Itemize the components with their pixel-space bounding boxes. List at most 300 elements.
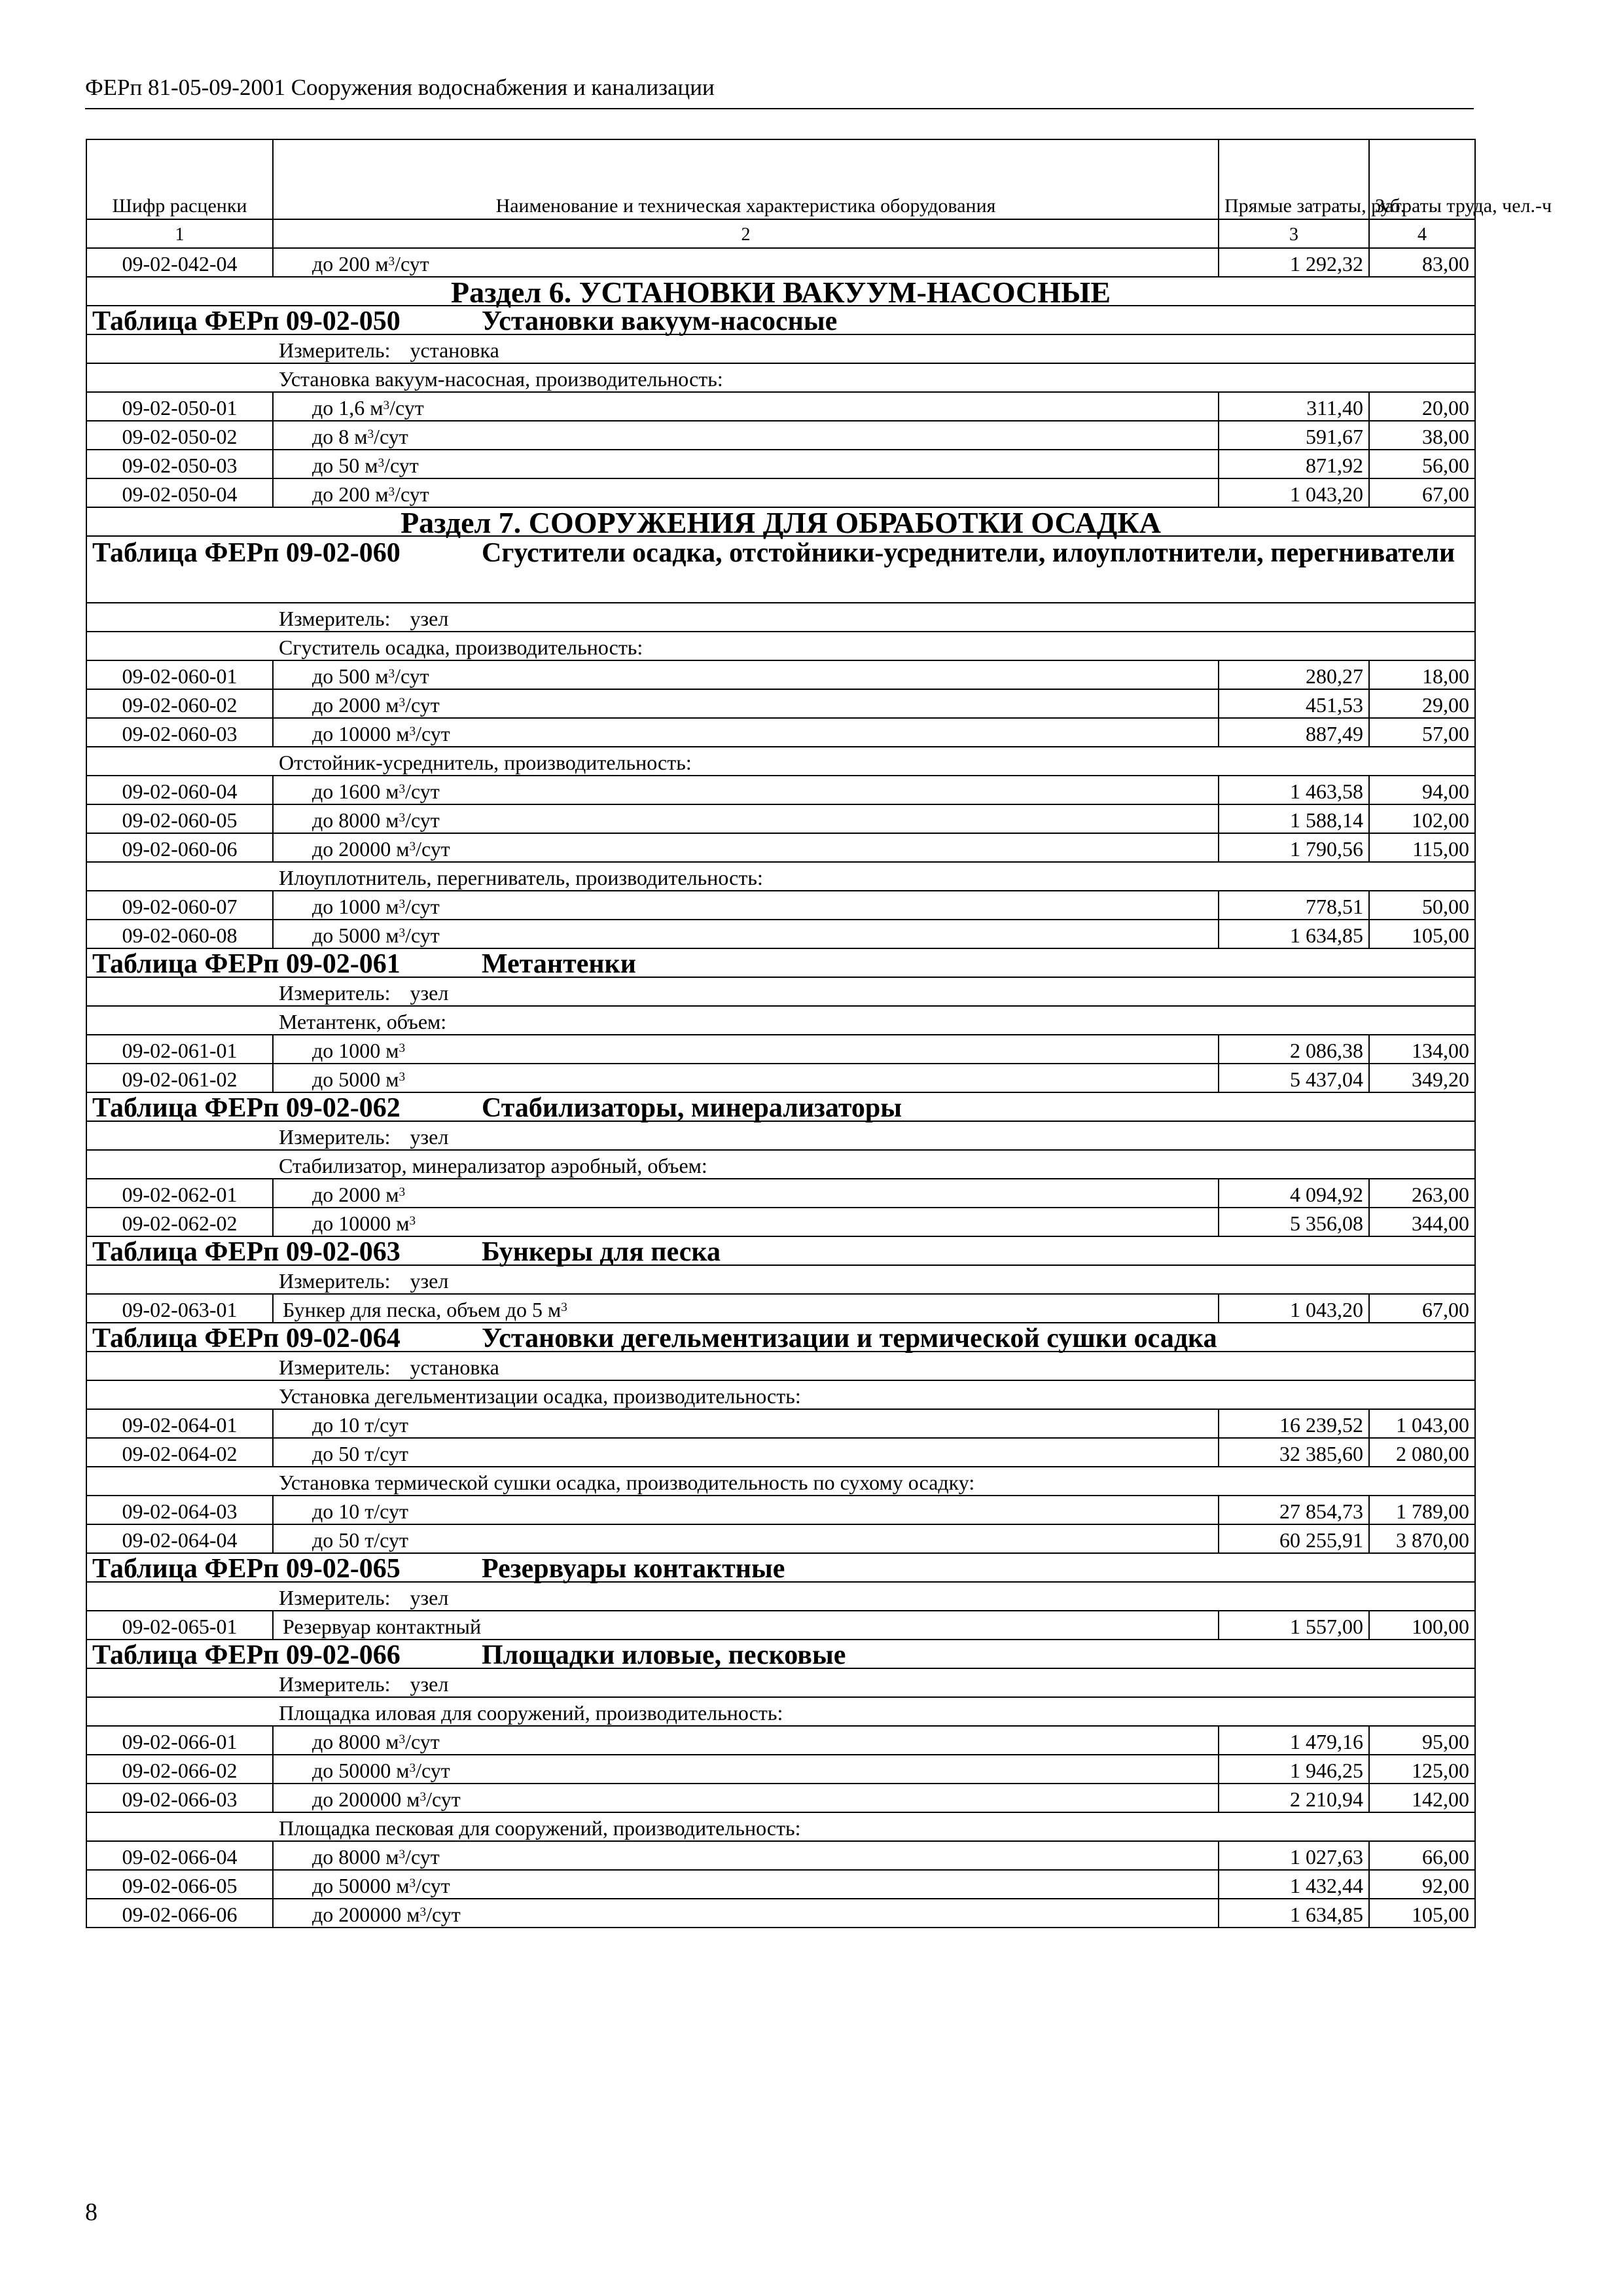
table-code: Таблица ФЕРп 09-02-065 xyxy=(92,1554,401,1584)
description-suffix: /сут xyxy=(426,1787,461,1811)
rate-description xyxy=(273,1035,1219,1064)
rate-code: 09-02-066-01 xyxy=(86,1726,273,1755)
group-cell xyxy=(86,1380,1475,1409)
table-title: Установки дегельментизации и термической сушки осадка xyxy=(482,1323,1217,1354)
col-header-cost: Прямые затраты, руб. xyxy=(1219,139,1369,219)
measure-row xyxy=(86,977,1475,1006)
labor-cost: 83,00 xyxy=(1369,248,1475,277)
group-row xyxy=(86,1150,1475,1179)
table-code: Таблица ФЕРп 09-02-050 xyxy=(92,306,401,336)
direct-cost: 280,27 xyxy=(1219,660,1369,689)
header-divider xyxy=(85,108,1474,109)
group-row xyxy=(86,862,1475,891)
col-index-3: 3 xyxy=(1219,219,1369,248)
direct-cost: 16 239,52 xyxy=(1219,1409,1369,1438)
description-text xyxy=(283,1211,416,1236)
description-text xyxy=(283,894,440,919)
rate-code: 09-02-062-02 xyxy=(86,1208,273,1236)
direct-cost: 1 027,63 xyxy=(1219,1841,1369,1870)
group-row xyxy=(86,632,1475,660)
group-cell xyxy=(86,1812,1475,1841)
direct-cost: 1 634,85 xyxy=(1219,1899,1369,1928)
table-heading-row xyxy=(86,536,1475,603)
rate-code: 09-02-063-01 xyxy=(86,1294,273,1323)
labor-cost: 18,00 xyxy=(1369,660,1475,689)
group-label: Установка дегельментизации осадка, производительность: xyxy=(279,1384,801,1408)
measure-cell xyxy=(86,1352,1475,1380)
description-prefix: до 200 м xyxy=(312,252,389,276)
rate-description xyxy=(273,689,1219,718)
labor-cost: 102,00 xyxy=(1369,804,1475,833)
group-label: Илоуплотнитель, перегниватель, производительность: xyxy=(279,866,763,889)
price-table xyxy=(86,139,1552,1928)
description-suffix: /сут xyxy=(405,808,440,832)
description-suffix: /сут xyxy=(405,1845,440,1869)
labor-cost: 50,00 xyxy=(1369,891,1475,920)
direct-cost: 1 790,56 xyxy=(1219,833,1369,862)
rate-description xyxy=(273,421,1219,450)
table-title: Сгустители осадка, отстойники-усреднители, илоуплотнители, перегниватели xyxy=(482,538,1455,568)
description-prefix: до 1000 м xyxy=(312,1039,399,1062)
rate-code: 09-02-050-04 xyxy=(86,478,273,507)
table-row xyxy=(86,804,1475,833)
rate-code: 09-02-066-03 xyxy=(86,1784,273,1812)
description-suffix: /сут xyxy=(416,722,450,745)
description-prefix: до 50000 м xyxy=(312,1874,410,1897)
description-prefix: до 1,6 м xyxy=(312,396,383,420)
rate-code: 09-02-066-05 xyxy=(86,1870,273,1899)
rate-description xyxy=(273,660,1219,689)
group-cell xyxy=(86,1697,1475,1726)
description-suffix: /сут xyxy=(416,1874,450,1897)
measure-cell xyxy=(86,334,1475,363)
description-prefix: до 50 м xyxy=(312,454,378,477)
group-row xyxy=(86,1006,1475,1035)
labor-cost: 142,00 xyxy=(1369,1784,1475,1812)
description-prefix: до 50000 м xyxy=(312,1759,410,1782)
rate-description xyxy=(273,1870,1219,1899)
labor-cost: 105,00 xyxy=(1369,1899,1475,1928)
unit-exponent: 3 xyxy=(409,725,416,739)
group-cell xyxy=(86,1006,1475,1035)
measure-row xyxy=(86,1582,1475,1611)
direct-cost: 2 210,94 xyxy=(1219,1784,1369,1812)
description-text xyxy=(283,808,440,833)
table-row xyxy=(86,478,1475,507)
rate-description xyxy=(273,776,1219,804)
description-text: Резервуар контактный xyxy=(283,1615,482,1638)
group-label: Установка термической сушки осадка, производительность по сухому осадку: xyxy=(279,1471,975,1494)
table-row xyxy=(86,450,1475,478)
rate-code: 09-02-064-01 xyxy=(86,1409,273,1438)
unit-exponent: 3 xyxy=(409,1761,416,1776)
direct-cost: 1 946,25 xyxy=(1219,1755,1369,1784)
rate-description xyxy=(273,718,1219,747)
unit-exponent: 3 xyxy=(409,1876,416,1891)
measure-label: Измеритель: xyxy=(279,1672,391,1696)
table-code: Таблица ФЕРп 09-02-062 xyxy=(92,1093,401,1123)
labor-cost: 38,00 xyxy=(1369,421,1475,450)
description-text xyxy=(283,1067,405,1092)
labor-cost: 92,00 xyxy=(1369,1870,1475,1899)
table-title: Метантенки xyxy=(482,949,636,979)
description-suffix: /сут xyxy=(405,924,440,947)
rate-description xyxy=(273,248,1219,277)
table-code: Таблица ФЕРп 09-02-064 xyxy=(92,1323,401,1354)
rate-code: 09-02-050-01 xyxy=(86,392,273,421)
group-cell xyxy=(86,862,1475,891)
description-prefix: до 8000 м xyxy=(312,1730,399,1753)
description-text: до 10 т/сут xyxy=(312,1413,408,1437)
description-suffix: /сут xyxy=(395,482,429,506)
direct-cost: 778,51 xyxy=(1219,891,1369,920)
direct-cost: 1 043,20 xyxy=(1219,478,1369,507)
group-label: Метантенк, объем: xyxy=(279,1010,447,1033)
direct-cost: 4 094,92 xyxy=(1219,1179,1369,1208)
section-heading: Раздел 7. СООРУЖЕНИЯ ДЛЯ ОБРАБОТКИ ОСАДКА xyxy=(86,507,1475,536)
group-label: Площадка песковая для сооружений, производительность: xyxy=(279,1816,801,1840)
table-row xyxy=(86,1179,1475,1208)
description-text xyxy=(283,395,424,420)
labor-cost: 100,00 xyxy=(1369,1611,1475,1640)
measure-label: Измеритель: xyxy=(279,607,391,630)
measure-row xyxy=(86,1352,1475,1380)
group-label: Отстойник-усреднитель, производительность: xyxy=(279,751,692,774)
table-row xyxy=(86,1870,1475,1899)
rate-code: 09-02-066-04 xyxy=(86,1841,273,1870)
unit-exponent: 3 xyxy=(399,926,406,941)
rate-code: 09-02-065-01 xyxy=(86,1611,273,1640)
description-text xyxy=(283,1729,440,1754)
description-text: до 50 т/сут xyxy=(312,1442,408,1465)
description-text xyxy=(283,664,429,689)
measure-row xyxy=(86,334,1475,363)
rate-code: 09-02-060-01 xyxy=(86,660,273,689)
description-text xyxy=(283,1298,567,1321)
table-title: Резервуары контактные xyxy=(482,1554,785,1584)
measure-value: узел xyxy=(410,1672,449,1696)
rate-code: 09-02-060-06 xyxy=(86,833,273,862)
description-prefix: до 8000 м xyxy=(312,1845,399,1869)
measure-cell xyxy=(86,1121,1475,1150)
direct-cost: 32 385,60 xyxy=(1219,1438,1369,1467)
measure-label: Измеритель: xyxy=(279,1125,391,1149)
rate-code: 09-02-066-02 xyxy=(86,1755,273,1784)
measure-row xyxy=(86,1265,1475,1294)
price-table-body xyxy=(86,139,1552,1928)
unit-exponent: 3 xyxy=(409,840,416,854)
rate-description xyxy=(273,1841,1219,1870)
table-heading xyxy=(86,948,1475,977)
section-heading-row xyxy=(86,507,1475,536)
table-heading xyxy=(86,1236,1475,1265)
description-prefix: до 20000 м xyxy=(312,837,410,861)
rate-code: 09-02-060-02 xyxy=(86,689,273,718)
rate-description xyxy=(273,1179,1219,1208)
direct-cost: 1 588,14 xyxy=(1219,804,1369,833)
labor-cost: 66,00 xyxy=(1369,1841,1475,1870)
direct-cost: 1 043,20 xyxy=(1219,1294,1369,1323)
col-index-1: 1 xyxy=(86,219,273,248)
group-label: Сгуститель осадка, производительность: xyxy=(279,636,643,659)
table-title: Площадки иловые, песковые xyxy=(482,1640,846,1670)
rate-description xyxy=(273,1726,1219,1755)
description-text xyxy=(283,1038,405,1063)
table-heading xyxy=(86,1092,1475,1121)
page-header: ФЕРп 81-05-09-2001 Сооружения водоснабжения и канализации xyxy=(85,75,715,100)
rate-description xyxy=(273,920,1219,948)
description-text xyxy=(283,721,450,746)
table-row xyxy=(86,1726,1475,1755)
table-code: Таблица ФЕРп 09-02-063 xyxy=(92,1237,401,1267)
description-text xyxy=(283,453,419,478)
labor-cost: 3 870,00 xyxy=(1369,1524,1475,1553)
description-prefix: до 10000 м xyxy=(312,722,410,745)
measure-label: Измеритель: xyxy=(279,981,391,1005)
rate-description xyxy=(273,1438,1219,1467)
labor-cost: 29,00 xyxy=(1369,689,1475,718)
unit-exponent: 3 xyxy=(378,456,385,471)
measure-value: установка xyxy=(410,338,499,362)
table-row xyxy=(86,660,1475,689)
direct-cost: 1 634,85 xyxy=(1219,920,1369,948)
col-index-2: 2 xyxy=(273,219,1219,248)
unit-exponent: 3 xyxy=(419,1905,427,1920)
unit-exponent: 3 xyxy=(399,782,406,797)
unit-exponent: 3 xyxy=(399,897,406,912)
labor-cost: 344,00 xyxy=(1369,1208,1475,1236)
rate-code: 09-02-042-04 xyxy=(86,248,273,277)
group-cell xyxy=(86,1150,1475,1179)
unit-exponent: 3 xyxy=(399,1732,406,1747)
table-title: Установки вакуум-насосные xyxy=(482,306,838,336)
labor-cost: 134,00 xyxy=(1369,1035,1475,1064)
measure-label: Измеритель: xyxy=(279,338,391,362)
table-row xyxy=(86,689,1475,718)
group-label: Установка вакуум-насосная, производительность: xyxy=(279,367,723,391)
rate-code: 09-02-062-01 xyxy=(86,1179,273,1208)
table-row xyxy=(86,1784,1475,1812)
rate-description xyxy=(273,1755,1219,1784)
description-prefix: до 200 м xyxy=(312,482,389,506)
description-suffix: /сут xyxy=(395,252,429,276)
table-row xyxy=(86,776,1475,804)
description-suffix: /сут xyxy=(384,454,419,477)
group-cell xyxy=(86,363,1475,392)
description-prefix: до 200000 м xyxy=(312,1903,420,1926)
measure-row xyxy=(86,603,1475,632)
direct-cost: 2 086,38 xyxy=(1219,1035,1369,1064)
col-header-code: Шифр расценки xyxy=(86,139,273,219)
description-prefix: до 500 м xyxy=(312,664,389,688)
measure-row xyxy=(86,1121,1475,1150)
table-heading-row xyxy=(86,1236,1475,1265)
description-text xyxy=(283,1844,440,1869)
group-cell xyxy=(86,632,1475,660)
labor-cost: 57,00 xyxy=(1369,718,1475,747)
col-header-labor: Затраты труда, чел.-ч xyxy=(1369,139,1475,219)
group-cell xyxy=(86,747,1475,776)
rate-code: 09-02-060-08 xyxy=(86,920,273,948)
table-row xyxy=(86,920,1475,948)
description-prefix: до 10000 м xyxy=(312,1211,410,1235)
table-heading-row xyxy=(86,1092,1475,1121)
page-number: 8 xyxy=(85,2198,98,2226)
labor-cost: 115,00 xyxy=(1369,833,1475,862)
rate-code: 09-02-060-05 xyxy=(86,804,273,833)
rate-code: 09-02-064-02 xyxy=(86,1438,273,1467)
unit-exponent: 3 xyxy=(399,1041,406,1056)
measure-value: установка xyxy=(410,1355,499,1379)
table-row xyxy=(86,1899,1475,1928)
table-row xyxy=(86,1208,1475,1236)
rate-code: 09-02-050-03 xyxy=(86,450,273,478)
description-text xyxy=(283,251,429,276)
labor-cost: 2 080,00 xyxy=(1369,1438,1475,1467)
description-prefix: до 5000 м xyxy=(312,1067,399,1091)
description-text: до 50 т/сут xyxy=(312,1528,408,1552)
description-suffix: /сут xyxy=(405,1730,440,1753)
unit-exponent: 3 xyxy=(399,1070,406,1085)
table-code: Таблица ФЕРп 09-02-066 xyxy=(92,1640,401,1670)
table-row xyxy=(86,421,1475,450)
description-suffix: /сут xyxy=(405,780,440,803)
rate-description xyxy=(273,891,1219,920)
table-heading xyxy=(86,1640,1475,1668)
labor-cost: 95,00 xyxy=(1369,1726,1475,1755)
rate-description xyxy=(273,1524,1219,1553)
labor-cost: 20,00 xyxy=(1369,392,1475,421)
rate-code: 09-02-064-04 xyxy=(86,1524,273,1553)
description-suffix: /сут xyxy=(416,1759,450,1782)
table-row xyxy=(86,392,1475,421)
table-title: Бункеры для песка xyxy=(482,1237,721,1267)
unit-exponent: 3 xyxy=(388,485,395,499)
measure-cell xyxy=(86,977,1475,1006)
rate-code: 09-02-050-02 xyxy=(86,421,273,450)
rate-description xyxy=(273,1294,1219,1323)
table-row xyxy=(86,891,1475,920)
labor-cost: 67,00 xyxy=(1369,478,1475,507)
table-row xyxy=(86,1294,1475,1323)
column-header-row xyxy=(86,139,1475,219)
description-text xyxy=(283,779,440,804)
rate-description xyxy=(273,1409,1219,1438)
rate-description xyxy=(273,478,1219,507)
table-row xyxy=(86,833,1475,862)
unit-exponent: 3 xyxy=(419,1790,427,1804)
rate-description xyxy=(273,1496,1219,1524)
table-row xyxy=(86,1841,1475,1870)
description-text xyxy=(283,482,429,507)
description-prefix: до 5000 м xyxy=(312,924,399,947)
group-label: Площадка иловая для сооружений, производительность: xyxy=(279,1701,783,1725)
rate-description xyxy=(273,1611,1219,1640)
description-prefix: до 200000 м xyxy=(312,1787,420,1811)
group-cell xyxy=(86,1467,1475,1496)
measure-cell xyxy=(86,1582,1475,1611)
measure-value: узел xyxy=(410,981,449,1005)
table-heading xyxy=(86,1323,1475,1352)
direct-cost: 1 292,32 xyxy=(1219,248,1369,277)
description-prefix: до 2000 м xyxy=(312,693,399,717)
description-text xyxy=(283,836,450,861)
rate-code: 09-02-061-01 xyxy=(86,1035,273,1064)
direct-cost: 451,53 xyxy=(1219,689,1369,718)
measure-value: узел xyxy=(410,1125,449,1149)
group-row xyxy=(86,363,1475,392)
group-label: Стабилизатор, минерализатор аэробный, объем: xyxy=(279,1154,707,1177)
rate-description xyxy=(273,450,1219,478)
direct-cost: 1 479,16 xyxy=(1219,1726,1369,1755)
description-suffix: /сут xyxy=(416,837,450,861)
description-text xyxy=(283,1758,450,1783)
description-text xyxy=(283,1873,450,1898)
description-suffix: /сут xyxy=(389,396,424,420)
direct-cost: 1 463,58 xyxy=(1219,776,1369,804)
group-row xyxy=(86,1467,1475,1496)
table-heading-row xyxy=(86,1553,1475,1582)
direct-cost: 60 255,91 xyxy=(1219,1524,1369,1553)
description-suffix: /сут xyxy=(395,664,429,688)
rate-description xyxy=(273,804,1219,833)
table-heading-row xyxy=(86,948,1475,977)
measure-value: узел xyxy=(410,1269,449,1293)
unit-exponent: 3 xyxy=(383,399,390,413)
table-row xyxy=(86,718,1475,747)
rate-description xyxy=(273,1064,1219,1092)
description-prefix: Бункер для песка, объем до 5 м xyxy=(283,1298,562,1321)
unit-exponent: 3 xyxy=(399,811,406,825)
table-heading xyxy=(86,1553,1475,1582)
labor-cost: 1 043,00 xyxy=(1369,1409,1475,1438)
measure-label: Измеритель: xyxy=(279,1269,391,1293)
labor-cost: 56,00 xyxy=(1369,450,1475,478)
description-text xyxy=(283,424,408,449)
measure-row xyxy=(86,1668,1475,1697)
group-row xyxy=(86,1380,1475,1409)
measure-cell xyxy=(86,603,1475,632)
description-prefix: до 1000 м xyxy=(312,895,399,918)
direct-cost: 887,49 xyxy=(1219,718,1369,747)
group-row xyxy=(86,1812,1475,1841)
unit-exponent: 3 xyxy=(388,255,395,269)
direct-cost: 5 356,08 xyxy=(1219,1208,1369,1236)
measure-label: Измеритель: xyxy=(279,1355,391,1379)
rate-description xyxy=(273,1784,1219,1812)
group-row xyxy=(86,1697,1475,1726)
description-text xyxy=(283,1902,461,1927)
description-text xyxy=(283,1182,405,1207)
rate-code: 09-02-060-03 xyxy=(86,718,273,747)
table-title: Стабилизаторы, минерализаторы xyxy=(482,1093,902,1123)
rate-description xyxy=(273,1208,1219,1236)
direct-cost: 591,67 xyxy=(1219,421,1369,450)
direct-cost: 871,92 xyxy=(1219,450,1369,478)
column-index-row xyxy=(86,219,1475,248)
table-row xyxy=(86,1524,1475,1553)
table-heading-row xyxy=(86,306,1475,334)
table-row xyxy=(86,248,1475,277)
labor-cost: 94,00 xyxy=(1369,776,1475,804)
rate-code: 09-02-060-07 xyxy=(86,891,273,920)
labor-cost: 125,00 xyxy=(1369,1755,1475,1784)
unit-exponent: 3 xyxy=(399,1185,406,1200)
unit-exponent: 3 xyxy=(561,1300,567,1315)
section-heading: Раздел 6. УСТАНОВКИ ВАКУУМ-НАСОСНЫЕ xyxy=(86,277,1475,306)
table-row xyxy=(86,1409,1475,1438)
measure-label: Измеритель: xyxy=(279,1586,391,1609)
